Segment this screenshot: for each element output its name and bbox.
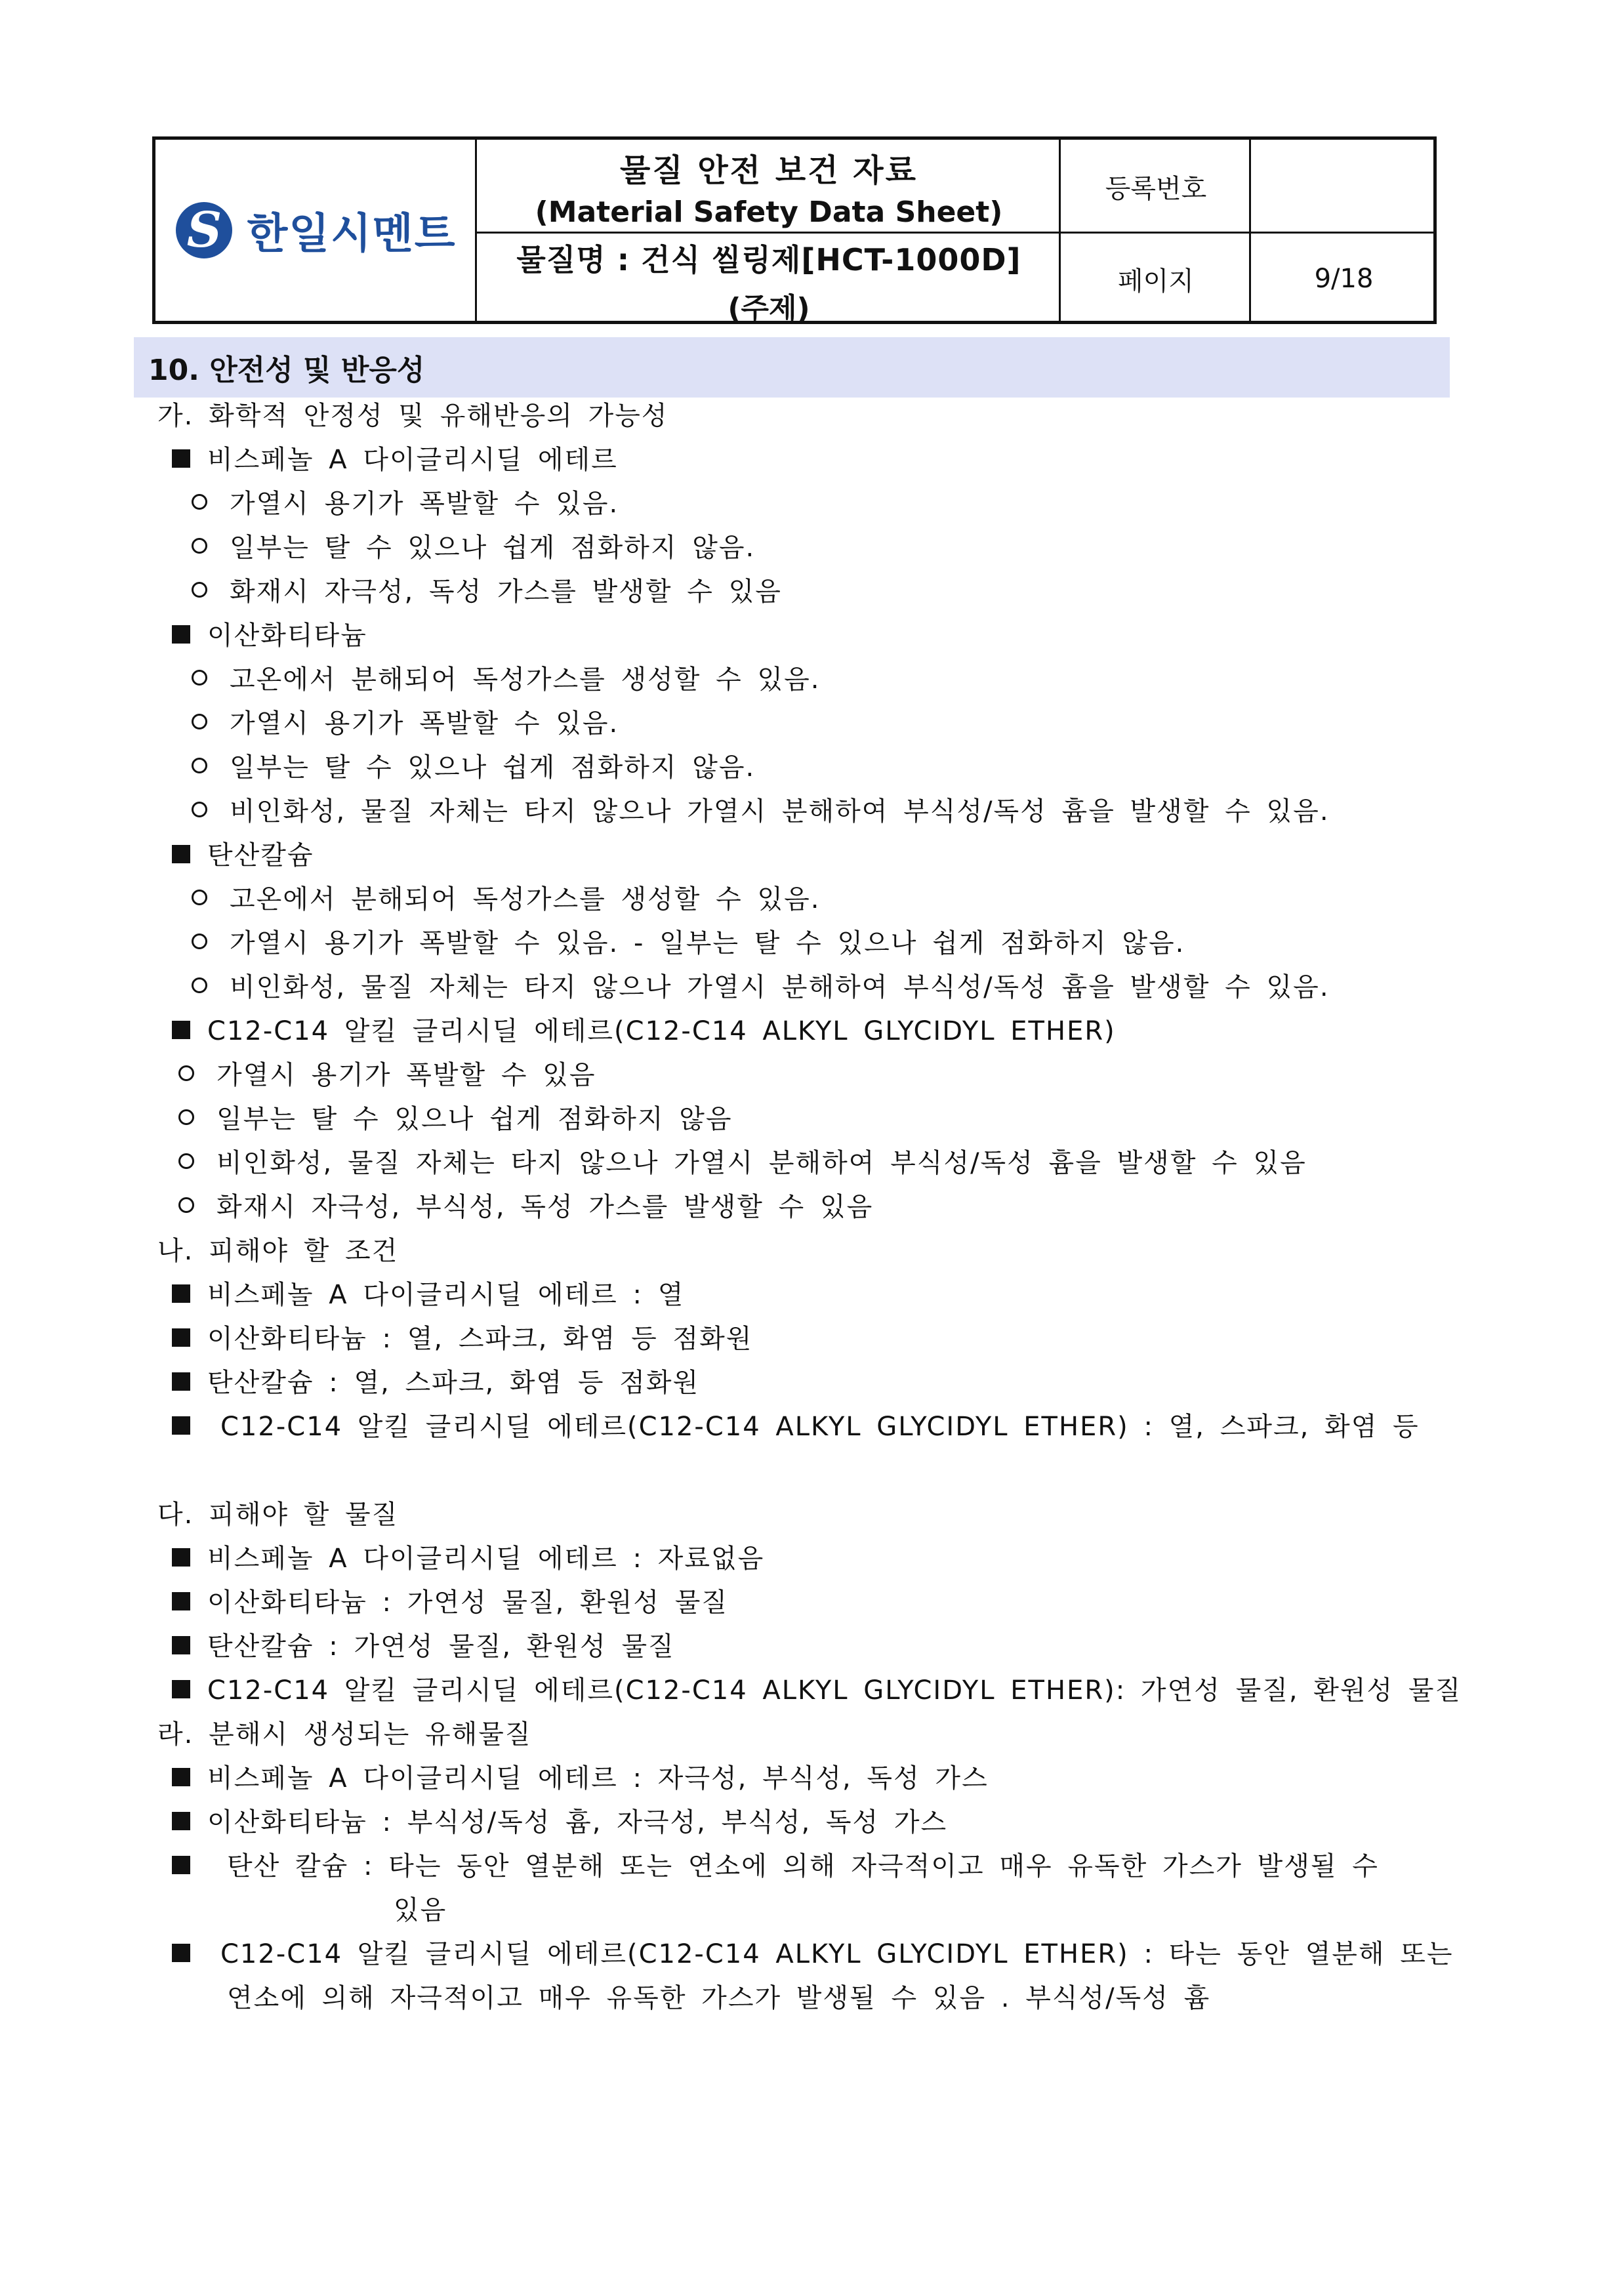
list-item: 비인화성, 물질 자체는 타지 않으나 가열시 분해하여 부식성/독성 흄을 발생할 수 있음 xyxy=(178,1150,1307,1176)
square-bullet-icon xyxy=(172,1548,190,1567)
list-item: 화재시 자극성, 독성 가스를 발생할 수 있음 xyxy=(192,579,782,605)
logo-emblem-icon: S xyxy=(176,202,232,258)
square-bullet-icon xyxy=(172,1636,190,1654)
square-bullet-icon xyxy=(172,1021,190,1039)
document-header-table xyxy=(152,136,1437,324)
registration-label: 등록번호 xyxy=(1105,174,1207,204)
list-item: 화재시 자극성, 부식성, 독성 가스를 발생할 수 있음 xyxy=(178,1194,873,1220)
section-heading xyxy=(134,337,1450,398)
circle-bullet-icon xyxy=(192,758,207,773)
square-bullet-icon xyxy=(172,1284,190,1303)
list-item: C12-C14 알킬 글리시딜 에테르(C12-C14 ALKYL GLYCIDYL ETHER) xyxy=(172,1018,1116,1044)
list-item: 비스페놀 A 다이글리시딜 에테르 : 자료없음 xyxy=(172,1546,764,1572)
circle-bullet-icon xyxy=(192,494,207,510)
list-item: 탄산칼슘 xyxy=(172,842,314,869)
square-bullet-icon xyxy=(172,1680,190,1698)
list-item: 이산화티타늄 xyxy=(172,623,367,649)
list-item: 가열시 용기가 폭발할 수 있음. xyxy=(192,710,619,737)
square-bullet-icon xyxy=(172,1592,190,1610)
title-english: (Material Safety Data Sheet) xyxy=(535,195,1003,229)
list-item: 비스페놀 A 다이글리시딜 에테르 xyxy=(172,447,618,473)
circle-bullet-icon xyxy=(178,1109,194,1125)
circle-bullet-icon xyxy=(192,977,207,993)
list-item: 일부는 탈 수 있으나 쉽게 점화하지 않음 xyxy=(178,1106,733,1132)
document-title xyxy=(477,140,1061,234)
circle-bullet-icon xyxy=(192,802,207,817)
circle-bullet-icon xyxy=(192,890,207,905)
circle-bullet-icon xyxy=(192,670,207,686)
circle-bullet-icon xyxy=(192,933,207,949)
square-bullet-icon xyxy=(172,1328,190,1347)
square-bullet-icon xyxy=(172,845,190,863)
list-item: 일부는 탈 수 있으나 쉽게 점화하지 않음. xyxy=(192,535,755,561)
circle-bullet-icon xyxy=(178,1065,194,1081)
list-item: 탄산칼슘 : 열, 스파크, 화염 등 점화원 xyxy=(172,1370,699,1396)
company-logo xyxy=(155,140,477,321)
circle-bullet-icon xyxy=(192,582,207,598)
product-name xyxy=(477,234,1061,324)
subsection-heading: 가. 화학적 안정성 및 유해반응의 가능성 xyxy=(157,401,668,431)
page-number: 9/18 xyxy=(1314,264,1374,294)
list-item: C12-C14 알킬 글리시딜 에테르(C12-C14 ALKYL GLYCIDYL ETHER): 가연성 물질, 환원성 물질 xyxy=(172,1677,1462,1704)
subsection-heading: 라. 분해시 생성되는 유해물질 xyxy=(157,1719,532,1750)
list-item-continuation: 연소에 의해 자극적이고 매우 유독한 가스가 발생될 수 있음 . 부식성/독성 흄 xyxy=(227,1983,1211,2013)
list-item: 비스페놀 A 다이글리시딜 에테르 : 열 xyxy=(172,1282,684,1308)
square-bullet-icon xyxy=(172,449,190,468)
list-item: C12-C14 알킬 글리시딜 에테르(C12-C14 ALKYL GLYCIDYL ETHER) : 타는 동안 열분해 또는 xyxy=(172,1941,1454,1967)
square-bullet-icon xyxy=(172,1372,190,1391)
page-label: 페이지 xyxy=(1118,266,1194,297)
subsection-heading: 나. 피해야 할 조건 xyxy=(157,1236,399,1266)
list-item-continuation: 있음 xyxy=(394,1895,447,1925)
list-item: 이산화티타늄 : 열, 스파크, 화염 등 점화원 xyxy=(172,1326,752,1352)
list-item: 가열시 용기가 폭발할 수 있음 xyxy=(178,1062,596,1088)
subsection-heading: 다. 피해야 할 물질 xyxy=(157,1500,399,1530)
square-bullet-icon xyxy=(172,1812,190,1830)
product-name-line1: 물질명 : 건식 씰링제[HCT-1000D] xyxy=(516,242,1021,277)
title-korean: 물질 안전 보건 자료 xyxy=(619,152,918,189)
list-item: C12-C14 알킬 글리시딜 에테르(C12-C14 ALKYL GLYCIDYL ETHER) : 열, 스파크, 화염 등 xyxy=(172,1414,1420,1440)
company-logo-text: 한일시멘트 xyxy=(247,210,457,258)
circle-bullet-icon xyxy=(192,538,207,554)
square-bullet-icon xyxy=(172,1768,190,1786)
product-name-line2: (주제) xyxy=(728,292,810,325)
circle-bullet-icon xyxy=(192,714,207,729)
list-item: 이산화티타늄 : 부식성/독성 흄, 자극성, 부식성, 독성 가스 xyxy=(172,1809,947,1835)
list-item: 비스페놀 A 다이글리시딜 에테르 : 자극성, 부식성, 독성 가스 xyxy=(172,1765,989,1792)
circle-bullet-icon xyxy=(178,1197,194,1213)
list-item: 일부는 탈 수 있으나 쉽게 점화하지 않음. xyxy=(192,754,755,781)
square-bullet-icon xyxy=(172,1856,190,1874)
list-item: 비인화성, 물질 자체는 타지 않으나 가열시 분해하여 부식성/독성 흄을 발생할 수 있음. xyxy=(192,798,1330,825)
list-item: 가열시 용기가 폭발할 수 있음. - 일부는 탈 수 있으나 쉽게 점화하지 않음. xyxy=(192,930,1185,956)
list-item: 가열시 용기가 폭발할 수 있음. xyxy=(192,491,619,517)
square-bullet-icon xyxy=(172,1416,190,1435)
circle-bullet-icon xyxy=(178,1153,194,1169)
registration-value xyxy=(1251,140,1437,234)
list-item: 탄산칼슘 : 가연성 물질, 환원성 물질 xyxy=(172,1633,675,1660)
list-item: 고온에서 분해되어 독성가스를 생성할 수 있음. xyxy=(192,886,820,912)
list-item: 이산화티타늄 : 가연성 물질, 환원성 물질 xyxy=(172,1589,728,1616)
list-item: 비인화성, 물질 자체는 타지 않으나 가열시 분해하여 부식성/독성 흄을 발생할 수 있음. xyxy=(192,974,1330,1000)
section-title: 10. 안전성 및 반응성 xyxy=(148,354,425,387)
square-bullet-icon xyxy=(172,1944,190,1962)
square-bullet-icon xyxy=(172,625,190,644)
list-item: 탄산 칼슘 : 타는 동안 열분해 또는 연소에 의해 자극적이고 매우 유독한 가스가 발생될 수 xyxy=(172,1853,1379,1879)
list-item: 고온에서 분해되어 독성가스를 생성할 수 있음. xyxy=(192,666,820,693)
